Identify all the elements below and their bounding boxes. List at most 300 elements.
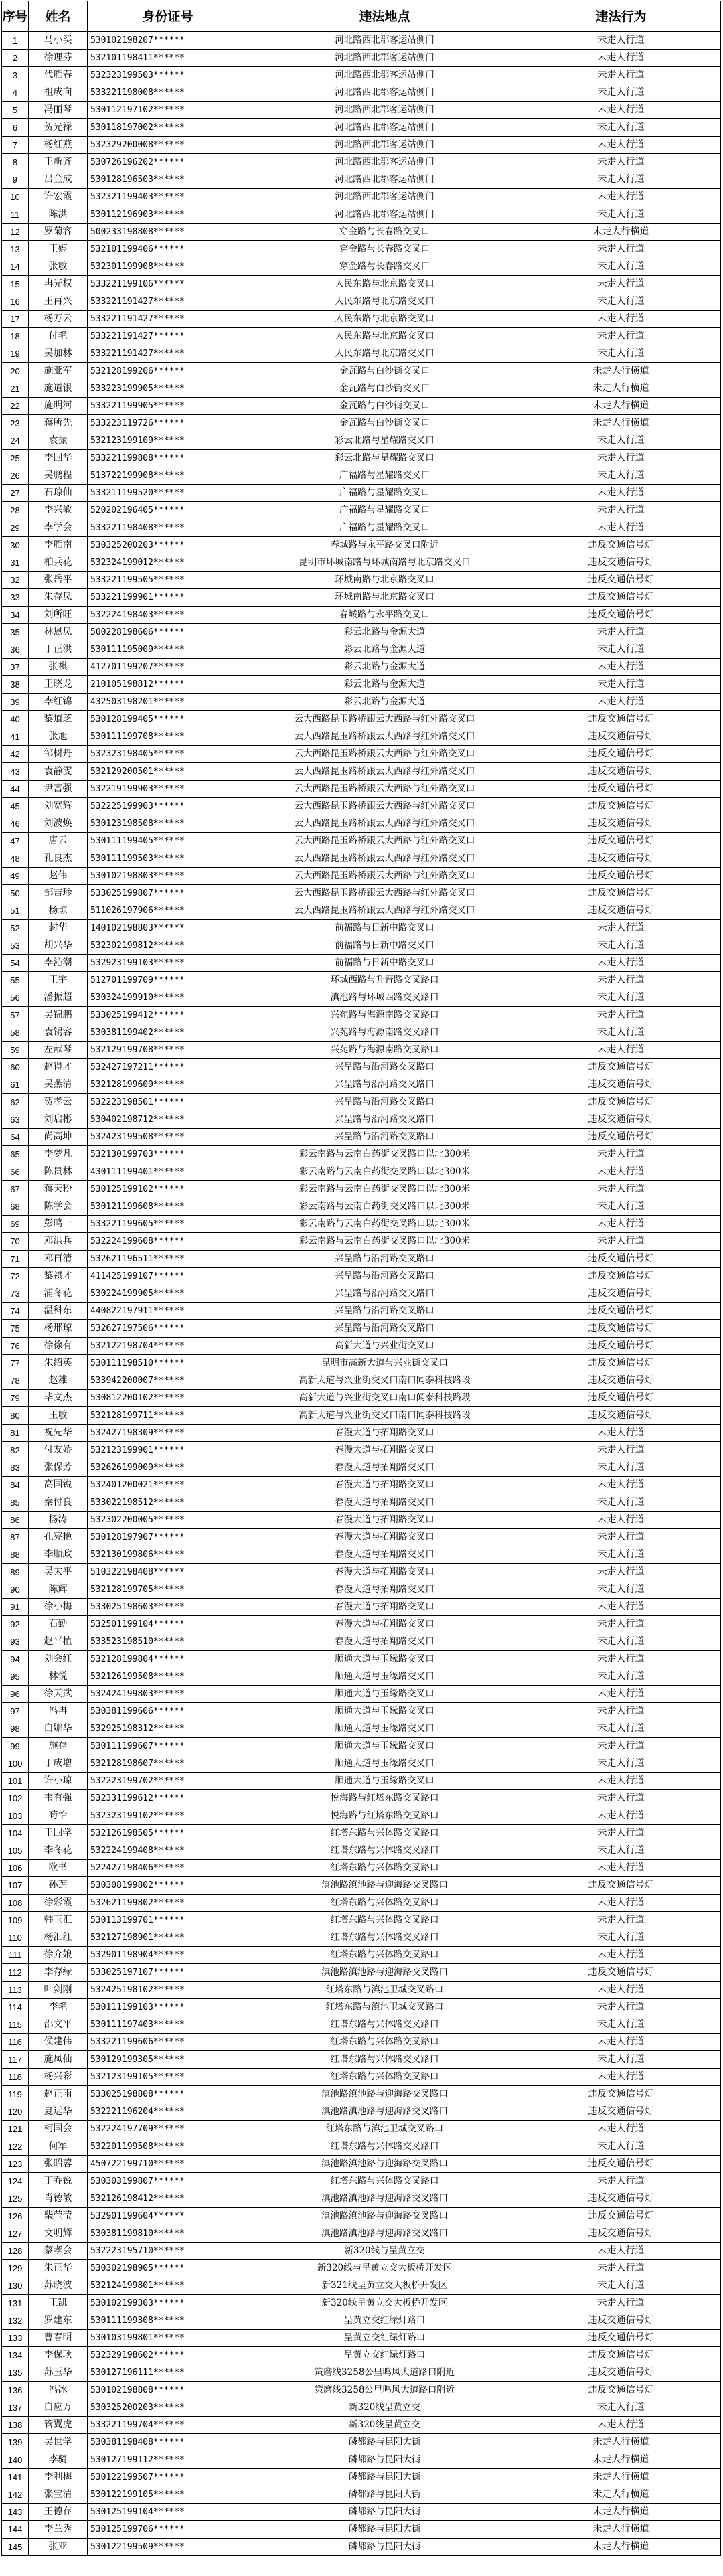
name-cell: 张敏	[29, 258, 88, 276]
serial-cell: 133	[2, 2330, 29, 2347]
name-cell: 何军	[29, 2138, 88, 2156]
violation-cell: 违反交通信号灯	[521, 2156, 721, 2173]
id-number-cell: 532129199708******	[88, 1042, 248, 1059]
violation-cell: 未走人行道	[521, 50, 721, 67]
violation-cell: 未走人行道	[521, 137, 721, 154]
serial-cell: 117	[2, 2051, 29, 2069]
id-number-cell: 530125199706******	[88, 2521, 248, 2539]
name-cell: 吴鹏程	[29, 467, 88, 485]
name-cell: 马小买	[29, 32, 88, 50]
serial-cell: 36	[2, 641, 29, 659]
serial-cell: 141	[2, 2469, 29, 2486]
id-number-cell: 530325200203******	[88, 2399, 248, 2417]
location-cell: 红塔东路与滇池卫城交叉路口	[248, 2121, 521, 2138]
name-cell: 邵文平	[29, 2016, 88, 2034]
location-cell: 彩云南路与云南白药街交叉路口以北300米	[248, 1163, 521, 1181]
table-row	[2, 345, 721, 363]
table-row	[2, 1599, 721, 1616]
name-cell: 贺孝云	[29, 1094, 88, 1111]
location-cell: 红塔东路与兴体路交叉路口	[248, 1860, 521, 1877]
id-number-cell: 532925198312******	[88, 1720, 248, 1738]
name-cell: 许小琼	[29, 1773, 88, 1790]
id-number-cell: 430111199401******	[88, 1163, 248, 1181]
table-row	[2, 1529, 721, 1546]
name-cell: 张岳平	[29, 572, 88, 589]
id-number-cell: 532128199206******	[88, 363, 248, 380]
violation-cell: 未走人行道	[521, 1842, 721, 1860]
serial-cell: 113	[2, 1982, 29, 1999]
id-number-cell: 532130199806******	[88, 1546, 248, 1564]
serial-cell: 84	[2, 1477, 29, 1494]
serial-cell: 53	[2, 937, 29, 955]
table-row	[2, 1407, 721, 1425]
serial-cell: 4	[2, 84, 29, 102]
violation-cell: 违反交通信号灯	[521, 589, 721, 607]
table-row	[2, 1146, 721, 1163]
name-cell: 李保耿	[29, 2347, 88, 2364]
table-row	[2, 607, 721, 624]
id-number-cell: 450722199710******	[88, 2156, 248, 2173]
violation-cell: 未走人行道	[521, 1233, 721, 1251]
location-cell: 滇池路滇池路与迎海路交叉路口	[248, 2086, 521, 2103]
violation-cell: 未走人行道	[521, 1163, 721, 1181]
id-number-cell: 532627197506******	[88, 1320, 248, 1338]
serial-cell: 107	[2, 1877, 29, 1895]
violation-cell: 未走人行道	[521, 293, 721, 311]
serial-cell: 54	[2, 955, 29, 972]
id-number-cell: 532323198405******	[88, 746, 248, 763]
id-number-cell: 532128199705******	[88, 1581, 248, 1599]
serial-cell: 23	[2, 415, 29, 432]
header-violation: 违法行为	[521, 1, 721, 32]
serial-cell: 10	[2, 189, 29, 206]
name-cell: 封华	[29, 920, 88, 937]
table-row	[2, 1807, 721, 1825]
serial-cell: 132	[2, 2312, 29, 2330]
serial-cell: 102	[2, 1790, 29, 1807]
location-cell: 顺通大道与玉缘路交叉口	[248, 1651, 521, 1668]
table-row	[2, 2295, 721, 2312]
location-cell: 滇池路滇池路与迎海路交叉路口	[248, 1877, 521, 1895]
location-cell: 云大西路昆玉路桥跟云大西路与红外路交叉口	[248, 763, 521, 781]
location-cell: 环城南路与北京路交叉口	[248, 572, 521, 589]
id-number-cell: 533221191427******	[88, 328, 248, 345]
violation-cell: 未走人行道	[521, 1459, 721, 1477]
location-cell: 呈黄立交红绿灯路口	[248, 2347, 521, 2364]
location-cell: 红塔东路与兴体路交叉路口	[248, 2173, 521, 2190]
name-cell: 赵雄	[29, 1372, 88, 1390]
serial-cell: 91	[2, 1599, 29, 1616]
location-cell: 春漫大道与拓翔路交叉口	[248, 1425, 521, 1442]
name-cell: 袁振	[29, 432, 88, 450]
serial-cell: 94	[2, 1651, 29, 1668]
serial-cell: 137	[2, 2399, 29, 2417]
serial-cell: 46	[2, 815, 29, 833]
name-cell: 石勤	[29, 1616, 88, 1633]
name-cell: 叶剑刚	[29, 1982, 88, 1999]
location-cell: 磷都路与昆阳大街	[248, 2434, 521, 2451]
location-cell: 穿金路与长春路交叉口	[248, 241, 521, 258]
violation-cell: 未走人行道	[521, 450, 721, 467]
name-cell: 施道银	[29, 380, 88, 398]
name-cell: 张保芳	[29, 1459, 88, 1477]
location-cell: 兴苑路与海源南路交叉路口	[248, 1024, 521, 1042]
table-row	[2, 1842, 721, 1860]
serial-cell: 62	[2, 1094, 29, 1111]
id-number-cell: 530381199402******	[88, 1024, 248, 1042]
id-number-cell: 533221198008******	[88, 84, 248, 102]
violation-cell: 违反交通信号灯	[521, 1390, 721, 1407]
id-number-cell: 533942200007******	[88, 1372, 248, 1390]
serial-cell: 26	[2, 467, 29, 485]
serial-cell: 104	[2, 1825, 29, 1842]
location-cell: 人民东路与北京路交叉口	[248, 276, 521, 293]
serial-cell: 25	[2, 450, 29, 467]
location-cell: 广福路与星耀路交叉口	[248, 485, 521, 502]
location-cell: 红塔东路与兴体路交叉路口	[248, 2016, 521, 2034]
table-row	[2, 659, 721, 676]
violation-cell: 未走人行道	[521, 1425, 721, 1442]
table-row	[2, 241, 721, 258]
location-cell: 兴呈路与沿河路交叉路口	[248, 1111, 521, 1129]
table-row	[2, 2016, 721, 2034]
name-cell: 欧书	[29, 1860, 88, 1877]
location-cell: 云大西路昆玉路桥跟云大西路与红外路交叉口	[248, 885, 521, 902]
id-number-cell: 530812200102******	[88, 1390, 248, 1407]
violation-cell: 未走人行道	[521, 2051, 721, 2069]
name-cell: 柯国会	[29, 2121, 88, 2138]
violation-cell: 违反交通信号灯	[521, 1285, 721, 1303]
id-number-cell: 533221199901******	[88, 589, 248, 607]
id-number-cell: 533221199106******	[88, 276, 248, 293]
violation-cell: 未走人行道	[521, 1720, 721, 1738]
name-cell: 高国锐	[29, 1477, 88, 1494]
serial-cell: 33	[2, 589, 29, 607]
serial-cell: 34	[2, 607, 29, 624]
id-number-cell: 530128196503******	[88, 171, 248, 189]
table-row	[2, 1633, 721, 1651]
name-cell: 王国学	[29, 1825, 88, 1842]
violation-cell: 未走人行道	[521, 485, 721, 502]
name-cell: 付友娇	[29, 1442, 88, 1459]
violation-cell: 违反交通信号灯	[521, 1407, 721, 1425]
id-number-cell: 530102199303******	[88, 2295, 248, 2312]
id-number-cell: 530381199606******	[88, 1703, 248, 1720]
location-cell: 河北路西北郡客运站侧门	[248, 154, 521, 171]
id-number-cell: 532101199406******	[88, 241, 248, 258]
location-cell: 河北路西北郡客运站侧门	[248, 67, 521, 84]
table-row	[2, 502, 721, 519]
name-cell: 黎道芝	[29, 711, 88, 728]
id-number-cell: 532323199102******	[88, 1807, 248, 1825]
serial-cell: 90	[2, 1581, 29, 1599]
name-cell: 刘启彬	[29, 1111, 88, 1129]
location-cell: 穿金路与长春路交叉口	[248, 224, 521, 241]
table-row	[2, 2190, 721, 2208]
location-cell: 彩云南路与云南白药街交叉路口以北300米	[248, 1146, 521, 1163]
id-number-cell: 532223198501******	[88, 1094, 248, 1111]
name-cell: 林悦	[29, 1668, 88, 1686]
table-row	[2, 1686, 721, 1703]
id-number-cell: 532223195710******	[88, 2243, 248, 2260]
table-row	[2, 50, 721, 67]
location-cell: 红塔东路与兴体路交叉路口	[248, 1929, 521, 1947]
name-cell: 王宇	[29, 972, 88, 989]
violation-cell: 违反交通信号灯	[521, 2364, 721, 2382]
serial-cell: 22	[2, 398, 29, 415]
violation-cell: 未走人行道	[521, 641, 721, 659]
serial-cell: 119	[2, 2086, 29, 2103]
location-cell: 前福路与日新中路交叉口	[248, 920, 521, 937]
name-cell: 冯丽琴	[29, 102, 88, 119]
violation-cell: 未走人行横道	[521, 415, 721, 432]
header-serial: 序号	[2, 1, 29, 32]
id-number-cell: 532423199508******	[88, 1129, 248, 1146]
location-cell: 河北路西北郡客运站侧门	[248, 84, 521, 102]
serial-cell: 139	[2, 2434, 29, 2451]
table-row	[2, 154, 721, 171]
id-number-cell: 530381199810******	[88, 2225, 248, 2243]
serial-cell: 68	[2, 1198, 29, 1216]
serial-cell: 55	[2, 972, 29, 989]
violation-cell: 违反交通信号灯	[521, 1094, 721, 1111]
name-cell: 苟怡	[29, 1807, 88, 1825]
location-cell: 滇池路滇池路与迎海路交叉路口	[248, 2103, 521, 2121]
id-number-cell: 532424199803******	[88, 1686, 248, 1703]
location-cell: 顺通大道与玉缘路交叉口	[248, 1773, 521, 1790]
serial-cell: 74	[2, 1303, 29, 1320]
violation-cell: 未走人行道	[521, 2243, 721, 2260]
location-cell: 红塔东路与兴体路交叉路口	[248, 1912, 521, 1929]
id-number-cell: 411425199107******	[88, 1268, 248, 1285]
id-number-cell: 532123199901******	[88, 1442, 248, 1459]
location-cell: 前福路与日新中路交叉口	[248, 955, 521, 972]
location-cell: 彩云北路与金源大道	[248, 694, 521, 711]
name-cell: 白应万	[29, 2399, 88, 2417]
table-row	[2, 1181, 721, 1198]
table-row	[2, 1703, 721, 1720]
id-number-cell: 532128199711******	[88, 1407, 248, 1425]
table-row	[2, 1877, 721, 1895]
serial-cell: 122	[2, 2138, 29, 2156]
table-row	[2, 2069, 721, 2086]
location-cell: 河北路西北郡客运站侧门	[248, 137, 521, 154]
location-cell: 金瓦路与白沙街交叉口	[248, 380, 521, 398]
table-row	[2, 1982, 721, 1999]
violation-cell: 未走人行横道	[521, 380, 721, 398]
id-number-cell: 530125199102******	[88, 1181, 248, 1198]
serial-cell: 83	[2, 1459, 29, 1477]
violation-cell: 违反交通信号灯	[521, 763, 721, 781]
id-number-cell: 532126198412******	[88, 2190, 248, 2208]
location-cell: 呈黄立交红绿灯路口	[248, 2330, 521, 2347]
violation-cell: 未走人行道	[521, 1895, 721, 1912]
violation-cell: 未走人行道	[521, 1616, 721, 1633]
violation-cell: 未走人行道	[521, 119, 721, 137]
id-number-cell: 532224199408******	[88, 1842, 248, 1860]
id-number-cell: 532923199103******	[88, 955, 248, 972]
id-number-cell: 530112196903******	[88, 206, 248, 224]
violation-cell: 违反交通信号灯	[521, 1877, 721, 1895]
table-row	[2, 2051, 721, 2069]
header-row	[2, 1, 721, 32]
location-cell: 人民东路与北京路交叉口	[248, 311, 521, 328]
id-number-cell: 530224199905******	[88, 1285, 248, 1303]
location-cell: 云大西路昆玉路桥跟云大西路与红外路交叉口	[248, 868, 521, 885]
violation-cell: 未走人行道	[521, 972, 721, 989]
violation-cell: 未走人行道	[521, 1668, 721, 1686]
location-cell: 昆明市环城南路与环城南路与北京路交叉口	[248, 554, 521, 572]
violation-cell: 违反交通信号灯	[521, 1111, 721, 1129]
location-cell: 春城路与永平路交叉口	[248, 607, 521, 624]
location-cell: 春漫大道与拓翔路交叉口	[248, 1546, 521, 1564]
table-row	[2, 2364, 721, 2382]
name-cell: 李艳	[29, 1999, 88, 2016]
table-row	[2, 815, 721, 833]
table-row	[2, 833, 721, 850]
serial-cell: 16	[2, 293, 29, 311]
name-cell: 付艳	[29, 328, 88, 345]
serial-cell: 97	[2, 1703, 29, 1720]
violation-cell: 未走人行道	[521, 328, 721, 345]
location-cell: 兴呈路与沿河路交叉路口	[248, 1285, 521, 1303]
location-cell: 红塔东路与兴体路交叉路口	[248, 1842, 521, 1860]
name-cell: 施明河	[29, 398, 88, 415]
violation-cell: 未走人行道	[521, 67, 721, 84]
name-cell: 祝先华	[29, 1425, 88, 1442]
violation-cell: 未走人行道	[521, 1024, 721, 1042]
table-row	[2, 84, 721, 102]
violation-cell: 未走人行道	[521, 2173, 721, 2190]
table-row	[2, 2277, 721, 2295]
location-cell: 春漫大道与拓翔路交叉口	[248, 1512, 521, 1529]
id-number-cell: 530111199708******	[88, 728, 248, 746]
violation-cell: 未走人行道	[521, 1703, 721, 1720]
violation-cell: 未走人行道	[521, 258, 721, 276]
violation-cell: 未走人行道	[521, 1651, 721, 1668]
table-row	[2, 1372, 721, 1390]
name-cell: 丁正洪	[29, 641, 88, 659]
serial-cell: 17	[2, 311, 29, 328]
violation-cell: 未走人行横道	[521, 2486, 721, 2504]
id-number-cell: 532626199009******	[88, 1459, 248, 1477]
id-number-cell: 532331199612******	[88, 1790, 248, 1807]
id-number-cell: 533025197107******	[88, 1964, 248, 1982]
name-cell: 祖成向	[29, 84, 88, 102]
violation-cell: 未走人行道	[521, 2121, 721, 2138]
location-cell: 云大西路昆玉路桥跟云大西路与红外路交叉口	[248, 711, 521, 728]
name-cell: 孙莲	[29, 1877, 88, 1895]
serial-cell: 93	[2, 1633, 29, 1651]
table-row	[2, 1929, 721, 1947]
name-cell: 张旭	[29, 728, 88, 746]
violation-cell: 未走人行道	[521, 1825, 721, 1842]
name-cell: 冉光权	[29, 276, 88, 293]
table-row	[2, 2539, 721, 2556]
header-id-number: 身份证号	[88, 1, 248, 32]
serial-cell: 29	[2, 519, 29, 537]
table-row	[2, 868, 721, 885]
violation-cell: 违反交通信号灯	[521, 2225, 721, 2243]
location-cell: 云大西路昆玉路桥跟云大西路与红外路交叉口	[248, 815, 521, 833]
serial-cell: 20	[2, 363, 29, 380]
table-row	[2, 67, 721, 84]
name-cell: 徐理芬	[29, 50, 88, 67]
serial-cell: 47	[2, 833, 29, 850]
violation-cell: 未走人行道	[521, 102, 721, 119]
id-number-cell: 532101198411******	[88, 50, 248, 67]
table-row	[2, 1024, 721, 1042]
id-number-cell: 530111195009******	[88, 641, 248, 659]
id-number-cell: 533025199807******	[88, 885, 248, 902]
violation-cell: 未走人行道	[521, 1947, 721, 1964]
name-cell: 彭鸣一	[29, 1216, 88, 1233]
location-cell: 红塔东路与兴体路交叉路口	[248, 2069, 521, 2086]
serial-cell: 12	[2, 224, 29, 241]
serial-cell: 144	[2, 2521, 29, 2539]
table-row	[2, 554, 721, 572]
serial-cell: 21	[2, 380, 29, 398]
id-number-cell: 532329198602******	[88, 2347, 248, 2364]
table-row	[2, 450, 721, 467]
serial-cell: 105	[2, 1842, 29, 1860]
location-cell: 磷都路与昆阳大街	[248, 2539, 521, 2556]
violation-cell: 违反交通信号灯	[521, 1303, 721, 1320]
name-cell: 赵正雨	[29, 2086, 88, 2103]
serial-cell: 3	[2, 67, 29, 84]
location-cell: 悦海路与红塔东路交叉路口	[248, 1807, 521, 1825]
table-row	[2, 467, 721, 485]
violation-cell: 违反交通信号灯	[521, 711, 721, 728]
id-number-cell: 532128199804******	[88, 1651, 248, 1668]
name-cell: 施亚军	[29, 363, 88, 380]
id-number-cell: 533022198512******	[88, 1494, 248, 1512]
serial-cell: 50	[2, 885, 29, 902]
name-cell: 罗菊容	[29, 224, 88, 241]
location-cell: 彩云北路与金源大道	[248, 659, 521, 676]
violation-cell: 违反交通信号灯	[521, 1338, 721, 1355]
id-number-cell: 533223119726******	[88, 415, 248, 432]
table-row	[2, 1477, 721, 1494]
location-cell: 春漫大道与拓翔路交叉口	[248, 1459, 521, 1477]
location-cell: 金瓦路与白沙街交叉口	[248, 363, 521, 380]
serial-cell: 109	[2, 1912, 29, 1929]
table-row	[2, 1494, 721, 1512]
table-row	[2, 1790, 721, 1807]
id-number-cell: 533221198408******	[88, 519, 248, 537]
name-cell: 张昭蓉	[29, 2156, 88, 2173]
location-cell: 兴呈路与沿河路交叉路口	[248, 1094, 521, 1111]
name-cell: 李沁潮	[29, 955, 88, 972]
violation-cell: 未走人行道	[521, 84, 721, 102]
id-number-cell: 532321199403******	[88, 189, 248, 206]
violation-cell: 未走人行道	[521, 345, 721, 363]
name-cell: 陈洪	[29, 206, 88, 224]
name-cell: 唐云	[29, 833, 88, 850]
id-number-cell: 533211199520******	[88, 485, 248, 502]
location-cell: 呈黄立交红绿灯路口	[248, 2312, 521, 2330]
violation-cell: 未走人行道	[521, 1686, 721, 1703]
serial-cell: 67	[2, 1181, 29, 1198]
serial-cell: 57	[2, 1007, 29, 1024]
id-number-cell: 500233198808******	[88, 224, 248, 241]
violation-cell: 违反交通信号灯	[521, 1251, 721, 1268]
table-row	[2, 781, 721, 798]
table-row	[2, 1076, 721, 1094]
location-cell: 环城南路与北京路交叉口	[248, 589, 521, 607]
location-cell: 红塔东路与兴体路交叉路口	[248, 2138, 521, 2156]
id-number-cell: 533221199505******	[88, 572, 248, 589]
